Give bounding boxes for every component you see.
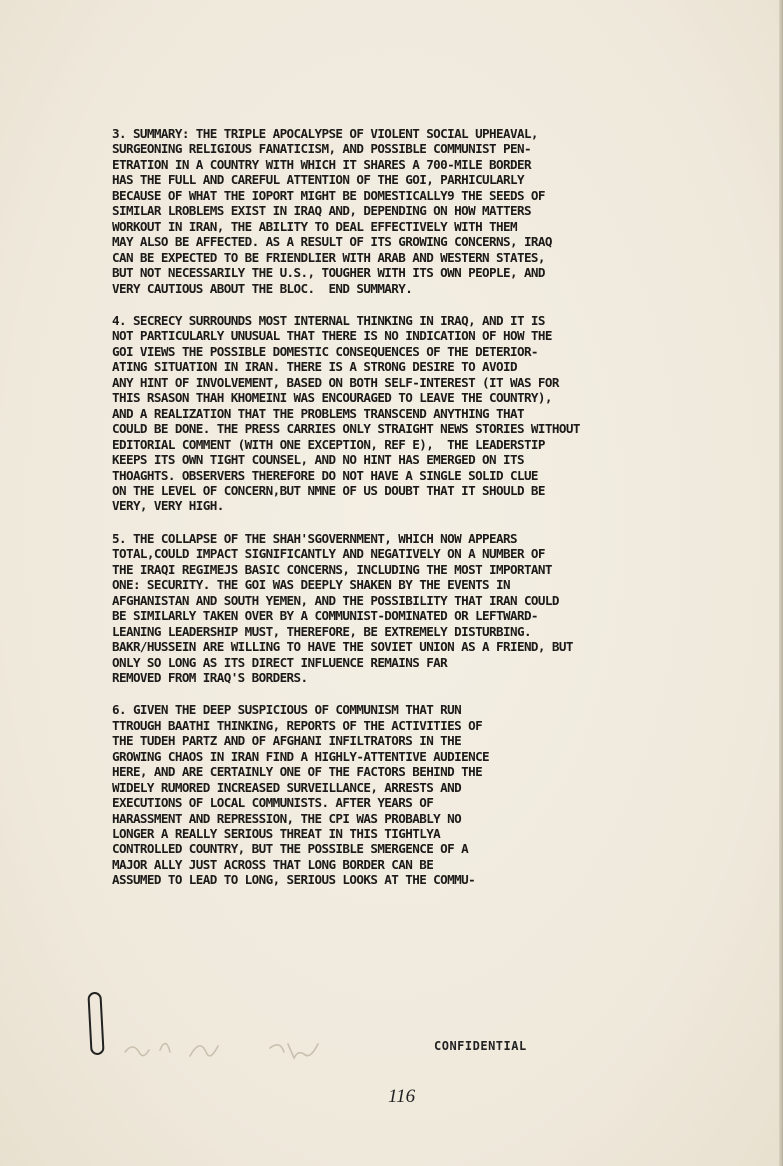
text-line: LEANING LEADERSHIP MUST, THEREFORE, BE EXTREMELY DISTURBING. (112, 623, 531, 639)
text-line: ANY HINT OF INVOLVEMENT, BASED ON BOTH SELF-INTEREST (IT WAS FOR (112, 374, 559, 390)
text-line: BECAUSE OF WHAT THE IOPORT MIGHT BE DOMESTICALLY9 THE SEEDS OF (112, 187, 545, 203)
text-line: AND A REALIZATION THAT THE PROBLEMS TRANSCEND ANYTHING THAT (112, 405, 524, 421)
text-line: ATING SITUATION IN IRAN. THERE IS A STRONG DESIRE TO AVOID (112, 359, 517, 375)
text-line: MAY ALSO BE AFFECTED. AS A RESULT OF ITS GROWING CONCERNS, IRAQ (112, 234, 552, 250)
text-line: HAS THE FULL AND CAREFUL ATTENTION OF THE GOI, PARHICULARLY (112, 172, 524, 188)
text-line: THIS RSASON THAH KHOMEINI WAS ENCOURAGED TO LEAVE THE COUNTRY), (112, 390, 552, 406)
body-text (112, 126, 752, 905)
text-line: TOTAL,COULD IMPACT SIGNIFICANTLY AND NEGATIVELY ON A NUMBER OF (112, 546, 545, 562)
text-line: TTROUGH BAATHI THINKING, REPORTS OF THE ACTIVITIES OF (112, 717, 483, 733)
text-line: 4. SECRECY SURROUNDS MOST INTERNAL THINKING IN IRAQ, AND IT IS (112, 312, 545, 328)
text-line: THOAGHTS. OBSERVERS THEREFORE DO NOT HAVE A SINGLE SOLID CLUE (112, 467, 538, 483)
paragraph-5 (112, 531, 752, 686)
text-line: THE IRAQI REGIMEJS BASIC CONCERNS, INCLUDING THE MOST IMPORTANT (112, 561, 552, 577)
handwritten-signature (120, 1030, 350, 1070)
text-line: COULD BE DONE. THE PRESS CARRIES ONLY STRAIGHT NEWS STORIES WITHOUT (112, 421, 580, 437)
paragraph-6 (112, 702, 752, 887)
text-line: BAKR/HUSSEIN ARE WILLING TO HAVE THE SOVIET UNION AS A FRIEND, BUT (112, 639, 573, 655)
text-line: ONLY SO LONG AS ITS DIRECT INFLUENCE REMAINS FAR (112, 654, 448, 670)
text-line: THE TUDEH PARTZ AND OF AFGHANI INFILTRATORS IN THE (112, 733, 462, 749)
page-edge (779, 0, 783, 1166)
text-line: SURGEONING RELIGIOUS FANATICISM, AND POSSIBLE COMMUNIST PEN- (112, 141, 531, 157)
text-line: MAJOR ALLY JUST ACROSS THAT LONG BORDER CAN BE (112, 856, 434, 872)
text-line: BE SIMILARLY TAKEN OVER BY A COMMUNIST-DOMINATED OR LEFTWARD- (112, 608, 538, 624)
text-line: CONTROLLED COUNTRY, BUT THE POSSIBLE SMERGENCE OF A (112, 841, 469, 857)
text-line: HERE, AND ARE CERTAINLY ONE OF THE FACTORS BEHIND THE (112, 764, 483, 780)
text-line: EXECUTIONS OF LOCAL COMMUNISTS. AFTER YEARS OF (112, 795, 434, 811)
text-line: 5. THE COLLAPSE OF THE SHAH'SGOVERNMENT, WHICH NOW APPEARS (112, 530, 517, 546)
text-line: ETRATION IN A COUNTRY WITH WHICH IT SHARES A 700-MILE BORDER (112, 156, 531, 172)
text-line: VERY CAUTIOUS ABOUT THE BLOC. END SUMMARY. (112, 280, 413, 296)
paragraph-3 (112, 126, 752, 296)
text-line: ON THE LEVEL OF CONCERN,BUT NMNE OF US DOUBT THAT IT SHOULD BE (112, 482, 545, 498)
text-line: WORKOUT IN IRAN, THE ABILITY TO DEAL EFFECTIVELY WITH THEM (112, 218, 517, 234)
text-line: VERY, VERY HIGH. (112, 498, 224, 514)
paragraph-4 (112, 313, 752, 514)
text-line: SIMILAR LROBLEMS EXIST IN IRAQ AND, DEPENDING ON HOW MATTERS (112, 203, 531, 219)
text-line: HARASSMENT AND REPRESSION, THE CPI WAS PROBABLY NO (112, 810, 462, 826)
text-line: ONE: SECURITY. THE GOI WAS DEEPLY SHAKEN BY THE EVENTS IN (112, 577, 510, 593)
text-line: LONGER A REALLY SERIOUS THREAT IN THIS TIGHTLYA (112, 826, 441, 842)
text-line: KEEPS ITS OWN TIGHT COUNSEL, AND NO HINT HAS EMERGED ON ITS (112, 452, 524, 468)
text-line: AFGHANISTAN AND SOUTH YEMEN, AND THE POSSIBILITY THAT IRAN COULD (112, 592, 559, 608)
text-line: EDITORIAL COMMENT (WITH ONE EXCEPTION, REF E), THE LEADERSTIP (112, 436, 545, 452)
page-number: 116 (388, 1086, 416, 1107)
text-line: CAN BE EXPECTED TO BE FRIENDLIER WITH ARAB AND WESTERN STATES, (112, 249, 545, 265)
text-line: WIDELY RUMORED INCREASED SURVEILLANCE, ARRESTS AND (112, 779, 462, 795)
text-line: GOI VIEWS THE POSSIBLE DOMESTIC CONSEQUENCES OF THE DETERIOR- (112, 343, 538, 359)
classification-marking: CONFIDENTIAL (434, 1039, 527, 1053)
text-line: ASSUMED TO LEAD TO LONG, SERIOUS LOOKS AT THE COMMU- (112, 872, 476, 888)
margin-bracket-mark (87, 992, 104, 1056)
text-line: NOT PARTICULARLY UNUSUAL THAT THERE IS NO INDICATION OF HOW THE (112, 328, 552, 344)
text-line: 3. SUMMARY: THE TRIPLE APOCALYPSE OF VIOLENT SOCIAL UPHEAVAL, (112, 126, 538, 141)
text-line: GROWING CHAOS IN IRAN FIND A HIGHLY-ATTENTIVE AUDIENCE (112, 748, 490, 764)
text-line: REMOVED FROM IRAQ'S BORDERS. (112, 669, 308, 685)
text-line: BUT NOT NECESSARILY THE U.S., TOUGHER WITH ITS OWN PEOPLE, AND (112, 265, 545, 281)
text-line: 6. GIVEN THE DEEP SUSPICIOUS OF COMMUNISM THAT RUN (112, 702, 462, 718)
